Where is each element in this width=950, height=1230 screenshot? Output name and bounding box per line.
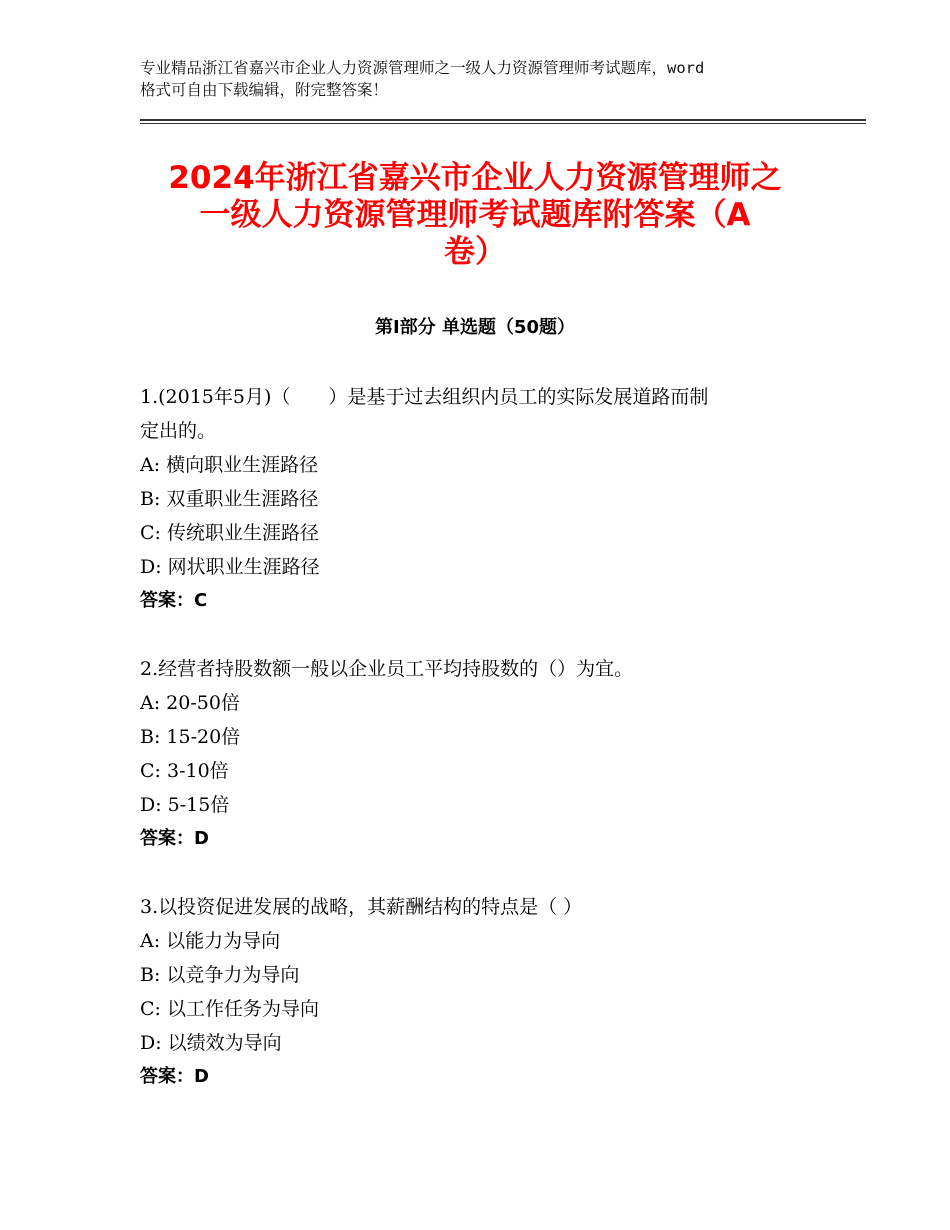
question-3 (140, 890, 830, 1094)
question-list (140, 380, 830, 1094)
answer: 答案：D (140, 1066, 209, 1087)
option-d: D: 以绩效为导向 (140, 1032, 282, 1054)
question-spacer (140, 618, 830, 652)
header-note-line-1: 专业精品浙江省嘉兴市企业人力资源管理师之一级人力资源管理师考试题库，word (140, 59, 705, 77)
option-d: D: 网状职业生涯路径 (140, 556, 320, 578)
question-stem-line: 1.(2015年5月)（ ）是基于过去组织内员工的实际发展道路而制 (140, 386, 709, 408)
section-title: 第Ⅰ部分 单选题（50题） (374, 317, 575, 338)
option-c: C: 3-10倍 (140, 760, 229, 782)
document-title-line-2: 一级人力资源管理师考试题库附答案（A (199, 197, 751, 233)
document-title-line-1: 2024年浙江省嘉兴市企业人力资源管理师之 (168, 160, 782, 196)
option-b: B: 双重职业生涯路径 (140, 488, 319, 510)
document-title (130, 160, 820, 271)
option-b: B: 15-20倍 (140, 726, 241, 748)
question-stem-line: 3.以投资促进发展的战略，其薪酬结构的特点是（ ） (140, 896, 583, 918)
header-divider (140, 119, 866, 124)
header-note (140, 57, 830, 101)
question-spacer (140, 856, 830, 890)
question-stem-line: 2.经营者持股数额一般以企业员工平均持股数的（）为宜。 (140, 658, 634, 680)
option-a: A: 以能力为导向 (140, 930, 281, 952)
answer: 答案：C (140, 590, 208, 611)
question-2 (140, 652, 830, 856)
option-c: C: 以工作任务为导向 (140, 998, 319, 1020)
option-a: A: 横向职业生涯路径 (140, 454, 319, 476)
option-d: D: 5-15倍 (140, 794, 230, 816)
header-note-line-2: 格式可自由下载编辑，附完整答案！ (140, 81, 389, 99)
answer: 答案：D (140, 828, 209, 849)
option-c: C: 传统职业生涯路径 (140, 522, 319, 544)
question-1 (140, 380, 830, 618)
document-title-line-3: 卷） (444, 234, 506, 270)
question-stem-line: 定出的。 (140, 420, 217, 442)
option-b: B: 以竞争力为导向 (140, 964, 300, 986)
option-a: A: 20-50倍 (140, 692, 240, 714)
